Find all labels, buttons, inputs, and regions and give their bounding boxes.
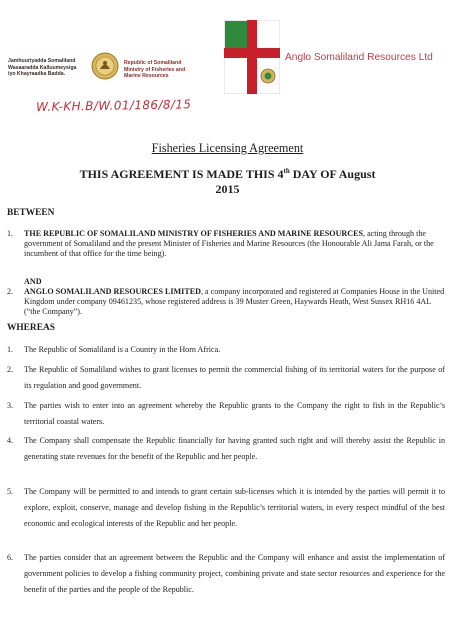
handwritten-reference: W.K-KH.B/W.01/186/8/15 [35,97,192,114]
and-conjunction: AND [24,277,42,286]
letterhead-somali-line: Wasaaradda Kalluumeysiga [8,64,77,71]
letterhead-english-line: Republic of Somaliland [124,60,182,66]
clause-text: The Company shall compensate the Republic financially for having granted such right and will thereby assist the Republic in generating state revenues for the benefit of the Republic and her people. [24,436,445,462]
letterhead-somali [8,58,98,78]
document-title: Fisheries Licensing Agreement [151,141,304,155]
party-item [7,229,447,258]
clause-number: 3. [7,401,14,410]
letterhead-english [124,60,214,80]
party-number: 1. [7,229,14,238]
clause-number: 4. [7,436,14,445]
made-year: 2015 [215,182,240,196]
letterhead-english-line: Ministry of Fisheries and [124,66,186,73]
party-item [7,287,447,316]
letterhead-somali-line: Jamhuuriyadda Somaliland [8,58,76,64]
company-name: Anglo Somaliland Resources Ltd [285,52,433,63]
whereas-clause [7,433,445,465]
made-line: THIS AGREEMENT IS MADE THIS 4 [79,167,284,181]
made-line-month: DAY OF August [289,167,376,181]
party-number: 2. [7,287,14,296]
clause-text: The Republic of Somaliland wishes to grant licenses to permit the commercial fishing of its territorial waters for the purpose of its regulation and good government. [24,365,445,391]
agreement-date-heading [0,164,455,197]
whereas-heading: WHEREAS [7,323,55,333]
letterhead-english-line: Marine Resources [124,73,169,80]
clause-number: 1. [7,345,14,354]
whereas-clause [7,484,445,532]
whereas-clause [7,342,445,358]
letterhead-somali-line: iyo Khayraadka Badda. [8,71,66,78]
clause-text: The Company will be permitted to and intends to grant certain sub-licenses which it is intended by the parties will permit it to explore, exploit, conserve, manage and develop fishing in the Republic’s territorial waters, in every respect mindful of the best economic and ecological interests of the Republic and her people. [24,487,445,529]
clause-text: The parties wish to enter into an agreement whereby the Republic grants to the Company the right to fish in the Republic’s territorial coastal waters. [24,401,445,427]
party-description: , a company incorporated and registered at Companies House in the United Kingdom under company 09461235, whose registered address is 39 Muster Green, Haywards Heath, West Sussex RH16 4AL (“the Company”). [24,287,445,316]
ministry-seal-icon [91,52,119,80]
clause-number: 5. [7,487,14,496]
whereas-clause [7,550,445,598]
clause-number: 2. [7,365,14,374]
whereas-clause [7,398,445,430]
somaliland-flag-icon [224,20,280,94]
party-description: , acting through the government of Somaliland and the present Minister of Fisheries and Marine Resources (the Honourable Ali Jama Farah, or the incumbent of that office for the time being). [24,229,434,258]
between-heading: BETWEEN [7,208,55,218]
day-suffix: th [283,167,290,175]
clause-text: The Republic of Somaliland is a Country in the Horn Africa. [24,345,221,354]
party-name: THE REPUBLIC OF SOMALILAND MINISTRY OF FISHERIES AND MARINE RESOURCES [24,229,364,238]
whereas-clause [7,362,445,394]
clause-text: The parties consider that an agreement between the Republic and the Company will enhance and assist the implementation of government policies to develop a fishing community project, combining private and state sector resources and experience for the benefit of the parties and the people of the Republic. [24,553,445,595]
clause-number: 6. [7,553,14,562]
party-name: ANGLO SOMALILAND RESOURCES LIMITED [24,287,201,296]
